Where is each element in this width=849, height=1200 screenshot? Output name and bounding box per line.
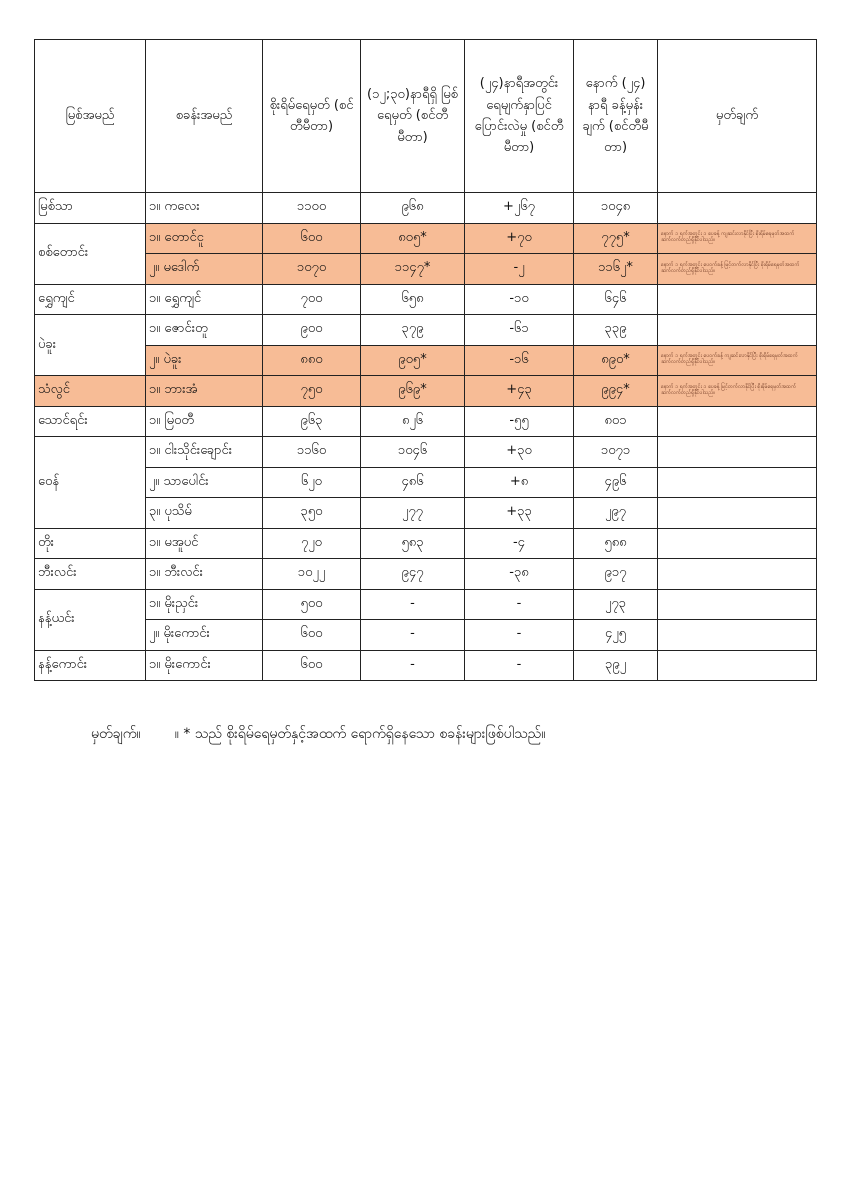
table-row [35,254,817,285]
footnote [91,724,545,745]
level-change: +၇၀ [465,223,574,254]
forecast-level: ၈၀၁ [574,406,658,437]
observed-level: ၁၀၄၆ [361,437,465,468]
forecast-level: ၂၇၃ [574,589,658,620]
station-name: ၁။ မြဝတီ [146,406,263,437]
river-level-table [34,39,817,681]
level-change: +၃၃ [465,498,574,529]
observed-level: - [361,620,465,651]
forecast-level: ၃၃၉ [574,315,658,346]
remark [658,406,817,437]
remark: နောက် ၁ ရက်အတွင်း ၁ ပေခန့် မြင့်တက်လာနိုင်ပြီး စိုးရိမ်ရေမှတ်အထက် ဆက်လက်တည်ရှိနိုင်ပါသည်။ [658,376,817,407]
level-change: -၁၆ [465,345,574,376]
observed-level: ၂၇၇ [361,498,465,529]
station-name: ၁။ ဇောင်းတူ [146,315,263,346]
table-row [35,315,817,346]
table-row [35,437,817,468]
river-name: ဝေန် [35,437,146,529]
forecast-level: ၉၁၇ [574,559,658,590]
forecast-level: ၃၉၂ [574,650,658,681]
level-change: +၈ [465,467,574,498]
level-change: - [465,589,574,620]
river-name: သောင်ရင်း [35,406,146,437]
station-name: ၁။ ကလေး [146,193,263,224]
table-row [35,650,817,681]
forecast-level: ၄၂၅ [574,620,658,651]
forecast-level: ၄၉၆ [574,467,658,498]
forecast-level: ၂၉၇ [574,498,658,529]
table-row [35,223,817,254]
forecast-level: ၇၇၅* [574,223,658,254]
remark [658,528,817,559]
forecast-level: ၁၀၇၁ [574,437,658,468]
remark [658,589,817,620]
danger-level: ၇၂၀ [263,528,361,559]
table-row [35,559,817,590]
level-change: - [465,620,574,651]
header-row [35,40,817,193]
remark: နောက် ၁ ရက်အတွင်း ပေဝက်ခန့် ကျဆင်းလာနိုင်ပြီး စိုးရိမ်ရေမှတ်အထက် ဆက်လက်တည်ရှိနိုင်ပါသည်။ [658,345,817,376]
header-forecast: နောက် (၂၄) နာရီ ခန့်မှန်းချက် (စင်တီမီ တာ) [574,40,658,193]
station-name: ၁။ တောင်ငူ [146,223,263,254]
observed-level: ၉၄၇ [361,559,465,590]
header-observed-level: (၁၂;၃၀)နာရီရှိ မြစ်ရေမှတ် (စင်တီမီတာ) [361,40,465,193]
river-name: ရွှေကျင် [35,284,146,315]
station-name: ၁။ ငါးသိုင်းချောင်း [146,437,263,468]
observed-level: ၁၁၄၇* [361,254,465,285]
river-name: နန့်ယင်း [35,589,146,650]
observed-level: ၈၂၆ [361,406,465,437]
remark [658,467,817,498]
level-change: -၂ [465,254,574,285]
footnote-text: ။ * သည် စိုးရိမ်ရေမှတ်နှင့်အထက် ရောက်ရှိနေသော စခန်းများဖြစ်ပါသည်။ [174,726,546,742]
table-row [35,528,817,559]
forecast-level: ၈၉၀* [574,345,658,376]
observed-level: ၄၈၆ [361,467,465,498]
header-remarks: မှတ်ချက် [658,40,817,193]
table-row [35,193,817,224]
forecast-level: ၁၀၄၈ [574,193,658,224]
danger-level: ၁၁၆၀ [263,437,361,468]
danger-level: ၆၀၀ [263,620,361,651]
level-change: -၄ [465,528,574,559]
observed-level: ၉၆၉* [361,376,465,407]
danger-level: ၆၀၀ [263,650,361,681]
table-row [35,467,817,498]
observed-level: ၆၅၈ [361,284,465,315]
forecast-level: ၅၈၈ [574,528,658,559]
header-24h-change: (၂၄)နာရီအတွင်း ရေမျက်နှာပြင် ပြောင်းလဲမှု (စင်တီမီတာ) [465,40,574,193]
station-name: ၃။ ပုသိမ် [146,498,263,529]
remark: နောက် ၁ ရက်အတွင်း ပေဝက်ခန့် မြင့်တက်လာနိုင်ပြီး စိုးရိမ်ရေမှတ်အထက် ဆက်လက်တည်ရှိနိုင်ပါသည်။ [658,254,817,285]
table-row [35,620,817,651]
danger-level: ၁၁၀၀ [263,193,361,224]
level-change: +၂၆၇ [465,193,574,224]
header-station: စခန်းအမည် [146,40,263,193]
station-name: ၁။ မိုးကောင်း [146,650,263,681]
remark [658,559,817,590]
danger-level: ၇၅၀ [263,376,361,407]
table-row [35,284,817,315]
remark [658,620,817,651]
station-name: ၂။ မိုးကောင်း [146,620,263,651]
remark [658,315,817,346]
station-name: ၁။ ဘားအံ [146,376,263,407]
level-change: -၃၈ [465,559,574,590]
station-name: ၂။ ပဲခူး [146,345,263,376]
danger-level: ၆၂၀ [263,467,361,498]
table-row [35,498,817,529]
danger-level: ၁၀၇၀ [263,254,361,285]
observed-level: ၃၇၉ [361,315,465,346]
level-change: -၁၀ [465,284,574,315]
station-name: ၁။ ဘီးလင်း [146,559,263,590]
level-change: +၄၃ [465,376,574,407]
danger-level: ၁၀၂၂ [263,559,361,590]
footnote-label: မှတ်ချက်။ [91,726,141,742]
river-name: စစ်တောင်း [35,223,146,284]
table-row [35,345,817,376]
forecast-level: ၉၉၄* [574,376,658,407]
remark: နောက် ၁ ရက်အတွင်း ၁ ပေခန့် ကျဆင်းလာနိုင်ပြီး စိုးရိမ်ရေမှတ်အထက် ဆက်လက်တည်ရှိနိုင်ပါသည်။ [658,223,817,254]
remark [658,284,817,315]
table-row [35,589,817,620]
header-danger-level: စိုးရိမ်ရေမှတ် (စင်တီမီတာ) [263,40,361,193]
observed-level: ၉၀၅* [361,345,465,376]
level-change: - [465,650,574,681]
station-name: ၂။ မဒေါက် [146,254,263,285]
observed-level: ၈၀၅* [361,223,465,254]
header-river: မြစ်အမည် [35,40,146,193]
remark [658,650,817,681]
station-name: ၁။ ရွှေကျင် [146,284,263,315]
river-name: မြစ်သာ [35,193,146,224]
river-name: သံလွင် [35,376,146,407]
remark [658,437,817,468]
river-name: ဘီးလင်း [35,559,146,590]
river-name: နန့်ကောင်း [35,650,146,681]
station-name: ၂။ သာပေါင်း [146,467,263,498]
danger-level: ၉၆၃ [263,406,361,437]
observed-level: ၅၈၃ [361,528,465,559]
table-row [35,406,817,437]
forecast-level: ၁၁၆၂* [574,254,658,285]
observed-level: - [361,650,465,681]
station-name: ၁။ မအူပင် [146,528,263,559]
remark [658,193,817,224]
level-change: +၃၀ [465,437,574,468]
river-name: ပဲခူး [35,315,146,376]
danger-level: ၃၅၀ [263,498,361,529]
observed-level: - [361,589,465,620]
danger-level: ၉၀၀ [263,315,361,346]
remark [658,498,817,529]
observed-level: ၉၆၈ [361,193,465,224]
level-change: -၅၅ [465,406,574,437]
danger-level: ၈၈၀ [263,345,361,376]
table-row [35,376,817,407]
danger-level: ၅၀၀ [263,589,361,620]
station-name: ၁။ မိုးညှင်း [146,589,263,620]
danger-level: ၇၀၀ [263,284,361,315]
forecast-level: ၆၄၆ [574,284,658,315]
river-name: တိုး [35,528,146,559]
danger-level: ၆၀၀ [263,223,361,254]
level-change: -၆၁ [465,315,574,346]
